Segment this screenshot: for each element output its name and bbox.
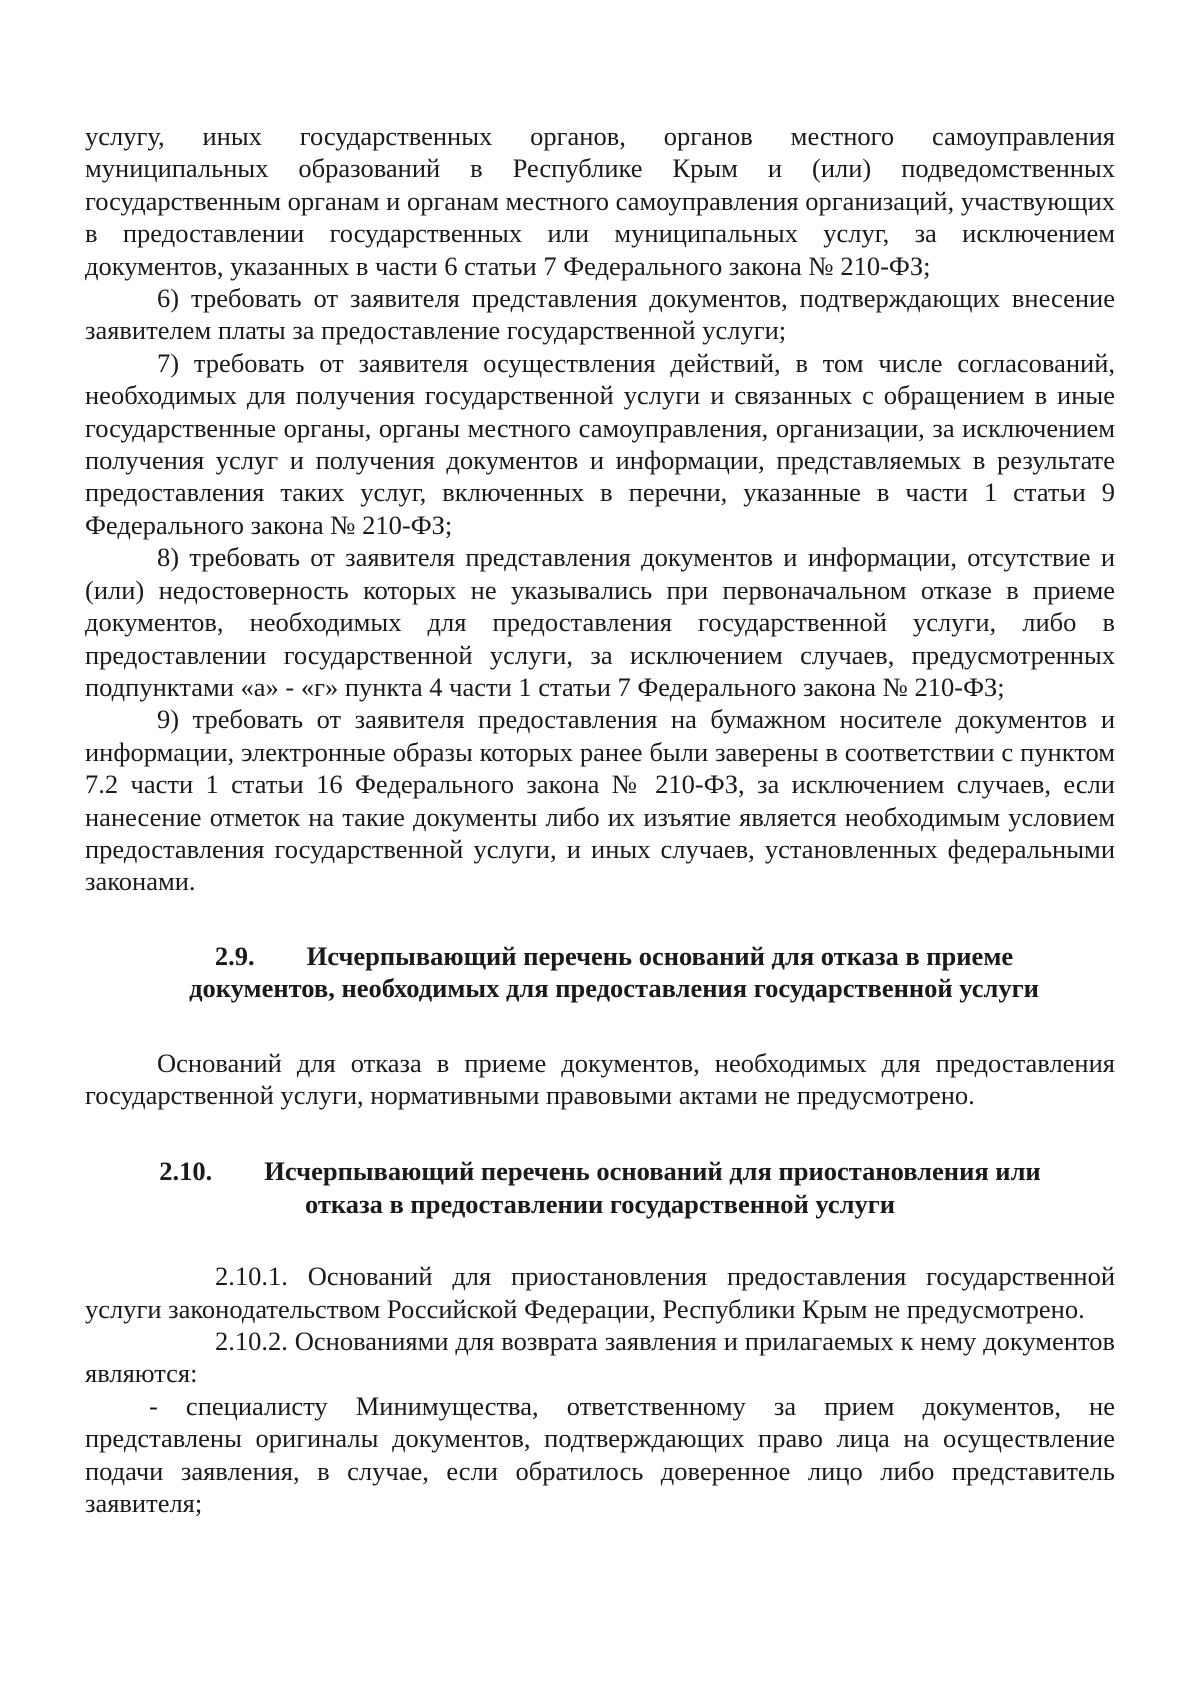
section-2-9-title-line1 [113, 940, 1115, 972]
section-2-9-heading [113, 940, 1115, 1005]
section-2-9-number: 2.9. [214, 940, 255, 971]
paragraph-item-6: 6) требовать от заявителя представления документов, подтверждающих внесение заявителем платы за предоставление государственной услуги; [85, 283, 1115, 346]
document-page [85, 120, 1115, 1519]
section-2-9-title-line2: документов, необходимых для предоставления государственной услуги [189, 973, 1039, 1004]
section-2-10-number: 2.10. [159, 1156, 213, 1187]
section-2-9-text: Оснований для отказа в приеме документов, необходимых для предоставления государственной услуги, нормативными правовыми актами не предусмотрено. [85, 1047, 1115, 1110]
section-2-10-2-paragraph: 2.10.2. Основаниями для возврата заявления и прилагаемых к нему документов являются: [85, 1326, 1115, 1389]
section-2-10-1-paragraph: 2.10.1. Оснований для приостановления предоставления государственной услуги законодательством Российской Федерации, Республики Крым не предусмотрено. [85, 1261, 1115, 1324]
section-2-10-title-line2: отказа в предоставлении государственной услуги [304, 1188, 896, 1219]
section-2-10-heading [85, 1155, 1115, 1220]
paragraph-item-7: 7) требовать от заявителя осуществления действий, в том числе согласований, необходимых для получения государственной услуги и связанных с обращением в иные государственные органы, органы местного самоуправления, организации, за исключением получения услуг и получения документов и информации, представляемых в результате предоставления таких услуг, включенных в перечни, указанные в части 1 статьи 9 Федерального закона № 210-ФЗ; [85, 347, 1115, 540]
paragraph-item-9: 9) требовать от заявителя предоставления на бумажном носителе документов и информации, электронные образы которых ранее были заверены в соответствии с пунктом 7.2 части 1 статьи 16 Федерального закона № 210-ФЗ, за исключением случаев, если нанесение отметок на такие документы либо их изъятие является необходимым условием предоставления государственной услуги, и иных случаев, установленных федеральными законами. [85, 704, 1115, 897]
paragraph-item-8: 8) требовать от заявителя представления документов и информации, отсутствие и (или) недостоверность которых не указывались при первоначальном отказе в приеме документов, необходимых для предоставления государственной услуги, либо в предоставлении государственной услуги, за исключением случаев, предусмотренных подпунктами «а» - «г» пункта 4 части 1 статьи 7 Федерального закона № 210-ФЗ; [85, 542, 1115, 702]
section-2-10-title-line1 [85, 1155, 1115, 1187]
paragraph-continuation: услугу, иных государственных органов, органов местного самоуправления муниципальных образований в Республике Крым и (или) подведомственных государственным органам и органам местного самоуправления организаций, участвующих в предоставлении государственных или муниципальных услуг, за исключением документов, указанных в части 6 статьи 7 Федерального закона № 210-ФЗ; [85, 121, 1115, 281]
section-2-10-title-text1: Исчерпывающий перечень оснований для приостановления или [264, 1156, 1041, 1187]
section-2-10-dash-item: - специалисту Минимущества, ответственному за прием документов, не представлены оригиналы документов, подтверждающих право лица на осуществление подачи заявления, в случае, если обратилось доверенное лицо либо представитель заявителя; [85, 1390, 1115, 1519]
section-2-9-title-text1: Исчерпывающий перечень оснований для отказа в приеме [306, 940, 1014, 971]
